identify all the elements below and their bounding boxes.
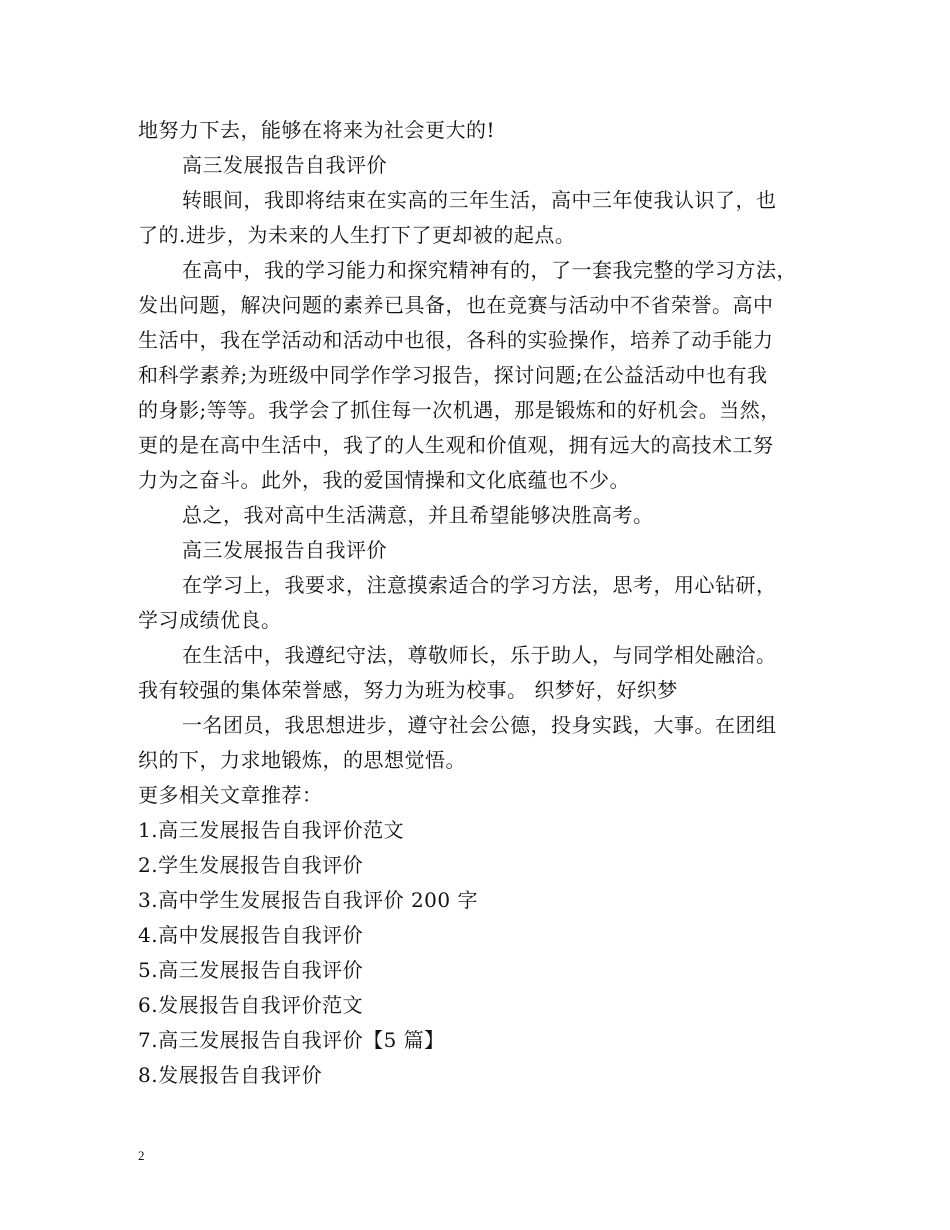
related-article-item[interactable]: 7.高三发展报告自我评价【5 篇】 (138, 1028, 445, 1052)
related-article-item[interactable]: 8.发展报告自我评价 (138, 1063, 323, 1087)
related-article-item[interactable]: 4.高中发展报告自我评价 (138, 923, 364, 947)
paragraph-line: 一名团员，我思想进步，遵守社会公德，投身实践，大事。在团组 (182, 713, 777, 737)
paragraph-line: 织的下，力求地锻炼，的思想觉悟。 (138, 748, 466, 772)
paragraph-line: 转眼间，我即将结束在实高的三年生活，高中三年使我认识了，也 (182, 188, 777, 212)
related-article-item[interactable]: 1.高三发展报告自我评价范文 (138, 818, 405, 842)
paragraph-line: 了的.进步，为未来的人生打下了更却被的起点。 (138, 223, 576, 247)
paragraph-line: 学习成绩优良。 (138, 608, 282, 632)
paragraph-line: 在生活中，我遵纪守法，尊敬师长，乐于助人，与同学相处融洽。 (182, 643, 777, 667)
paragraph-line: 在高中，我的学习能力和探究精神有的，了一套我完整的学习方法， (182, 258, 797, 282)
paragraph-line: 发出问题，解决问题的素养已具备，也在竞赛与活动中不省荣誉。高中 (138, 293, 774, 317)
paragraph-line: 力为之奋斗。此外，我的爱国情操和文化底蕴也不少。 (138, 468, 630, 492)
related-article-item[interactable]: 6.发展报告自我评价范文 (138, 993, 364, 1017)
paragraph-line: 地努力下去，能够在将来为社会更大的! (138, 118, 496, 142)
paragraph-line: 在学习上，我要求，注意摸索适合的学习方法，思考，用心钻研， (182, 573, 777, 597)
section-heading: 高三发展报告自我评价 (182, 538, 387, 562)
paragraph-line: 和科学素养;为班级中同学作学习报告，探讨问题;在公益活动中也有我 (138, 363, 768, 387)
section-heading: 高三发展报告自我评价 (182, 153, 387, 177)
paragraph-line: 我有较强的集体荣誉感，努力为班为校事。 织梦好，好织梦 (138, 678, 678, 702)
paragraph-line: 总之，我对高中生活满意，并且希望能够决胜高考。 (182, 503, 654, 527)
page-number: 2 (138, 1148, 145, 1163)
related-articles-heading: 更多相关文章推荐： (138, 783, 323, 807)
paragraph-line: 生活中，我在学活动和活动中也很，各科的实验操作，培养了动手能力 (138, 328, 774, 352)
paragraph-line: 更的是在高中生活中，我了的人生观和价值观，拥有远大的高技术工努 (138, 433, 774, 457)
related-article-item[interactable]: 2.学生发展报告自我评价 (138, 853, 364, 877)
related-article-item[interactable]: 5.高三发展报告自我评价 (138, 958, 364, 982)
related-article-item[interactable]: 3.高中学生发展报告自我评价 200 字 (138, 888, 478, 912)
paragraph-line: 的身影;等等。我学会了抓住每一次机遇，那是锻炼和的好机会。当然， (138, 398, 781, 422)
document-body (138, 113, 818, 1093)
